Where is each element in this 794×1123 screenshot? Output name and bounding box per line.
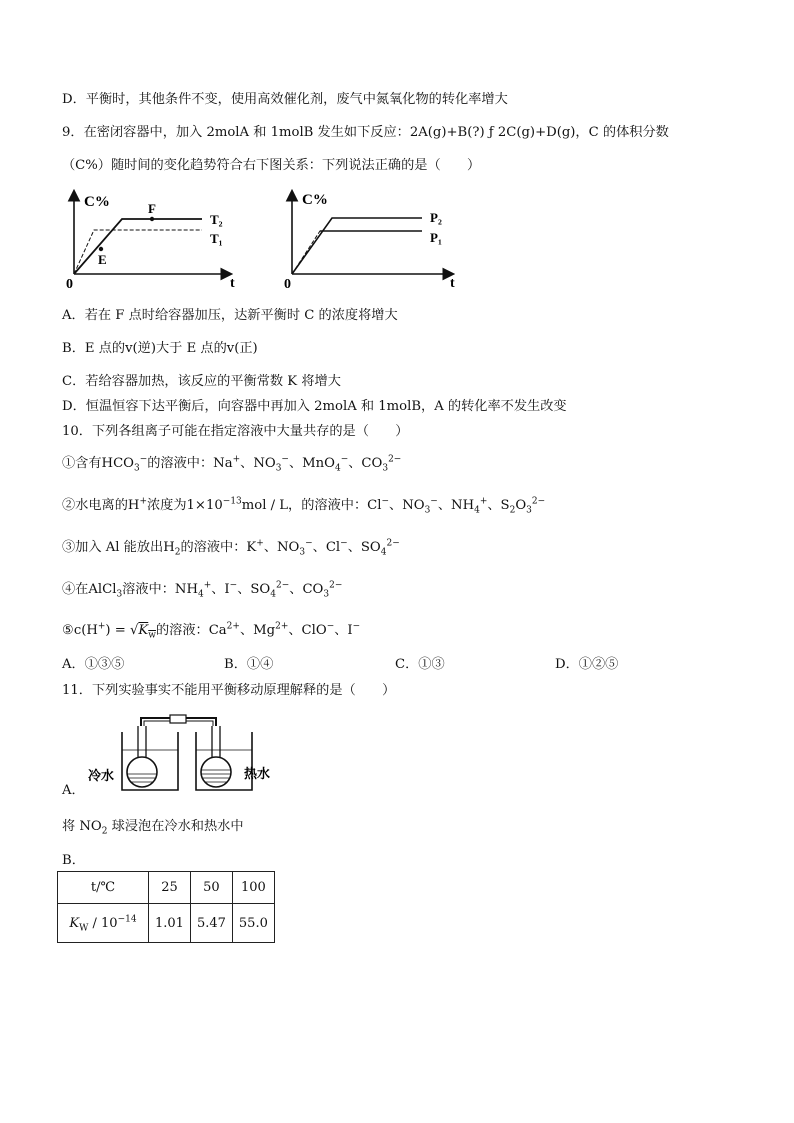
q10-stem: 10．下列各组离子可能在指定溶液中大量共存的是（ ）: [62, 424, 409, 439]
graph1-origin: 0: [66, 277, 73, 291]
q11-option-a-label: A．: [62, 783, 85, 798]
table-header-50: 50: [190, 872, 232, 904]
graph2-label-p2: P₂: [430, 210, 442, 225]
table-cell-50: 5.47: [190, 904, 232, 943]
q9-option-a: A．若在 F 点时给容器加压，达新平衡时 C 的浓度将增大: [62, 308, 398, 323]
table-cell-25: 1.01: [149, 904, 191, 943]
q9-stem-line2: （C%）随时间的变化趋势符合右下图关系：下列说法正确的是（ ）: [62, 158, 481, 173]
q10-condition-3: ③加入 Al 能放出$H_2$的溶液中：K+、$NO_3^-$、Cl−、$SO_4^{2-}$: [62, 538, 400, 558]
table-header-100: 100: [232, 872, 274, 904]
graph2-label-p1: P₁: [430, 230, 442, 245]
q10-option-b: B．①④: [224, 657, 274, 672]
graph2-origin: 0: [284, 277, 291, 291]
graph1-point-e: E: [98, 252, 107, 267]
q10-option-a: A．①③⑤: [62, 657, 125, 672]
label-hot-water: 热水: [244, 766, 271, 781]
q10-condition-2: ②水电离的H+浓度为$1\times 10^{-13}mol / L$，的溶液中：Cl−、$NO_3^-$、$NH_4^+$、$S_2O_3^{2-}$: [62, 496, 546, 516]
graph1-ylabel: C%: [84, 194, 110, 210]
table-row-label: $K_W / 10^{-14}$: [58, 904, 149, 943]
table-header-t: t/℃: [58, 872, 149, 904]
q11-option-a-text: 将 $NO_2$ 球浸泡在冷水和热水中: [62, 819, 244, 837]
graph1-label-t1: T₁: [210, 231, 223, 246]
q9-option-d: D．恒温恒容下达平衡后，向容器中再加入 2molA 和 1molB，A 的转化率不发生改变: [62, 399, 567, 414]
no2-apparatus-figure: [86, 710, 276, 800]
q10-condition-4: ④在AlCl$_3$溶液中：$NH_4^+$、I−、$SO_4^{2-}$、$CO_3^{2-}$: [62, 580, 343, 600]
q11-option-b-label: B．: [62, 853, 85, 868]
q9-stem-line1: 9．在密闭容器中，加入 2molA 和 1molB 发生如下反应：2A(g)+B(?) ƒ 2C(g)+D(g)，C 的体积分数: [62, 125, 669, 140]
kw-temperature-table: [57, 871, 275, 943]
q9-option-c: C．若给容器加热，该反应的平衡常数 K 将增大: [62, 374, 341, 389]
graph1-xlabel: t: [230, 276, 235, 291]
q11-stem: 11．下列实验事实不能用平衡移动原理解释的是（ ）: [62, 683, 396, 698]
q9-graph-temperature: [62, 186, 252, 291]
graph1-label-t2: T₂: [210, 212, 223, 227]
graph1-point-f: F: [148, 201, 156, 216]
q10-condition-1: ①含有$HCO_3^-$的溶液中：Na+、$NO_3^-$、MnO$_4$−、$CO_3^{2-}$: [62, 454, 402, 474]
q8-option-d: D．平衡时，其他条件不变，使用高效催化剂，废气中氮氧化物的转化率增大: [62, 92, 508, 107]
q10-condition-5: ⑤c(H+) = $√K_w$的溶液：$Ca^{2+}$、$Mg^{2+}$、ClO−、I−: [62, 621, 361, 641]
label-cold-water: 冷水: [88, 768, 115, 783]
q10-option-d: D．①②⑤: [555, 657, 619, 672]
q9-graph-pressure: [280, 186, 470, 291]
q10-option-c: C．①③: [395, 657, 445, 672]
table-header-25: 25: [149, 872, 191, 904]
graph2-xlabel: t: [450, 276, 455, 291]
table-cell-100: 55.0: [232, 904, 274, 943]
q10-options: [62, 656, 702, 674]
graph2-ylabel: C%: [302, 192, 328, 208]
q9-option-b: B．E 点的v(逆)大于 E 点的v(正): [62, 341, 258, 356]
